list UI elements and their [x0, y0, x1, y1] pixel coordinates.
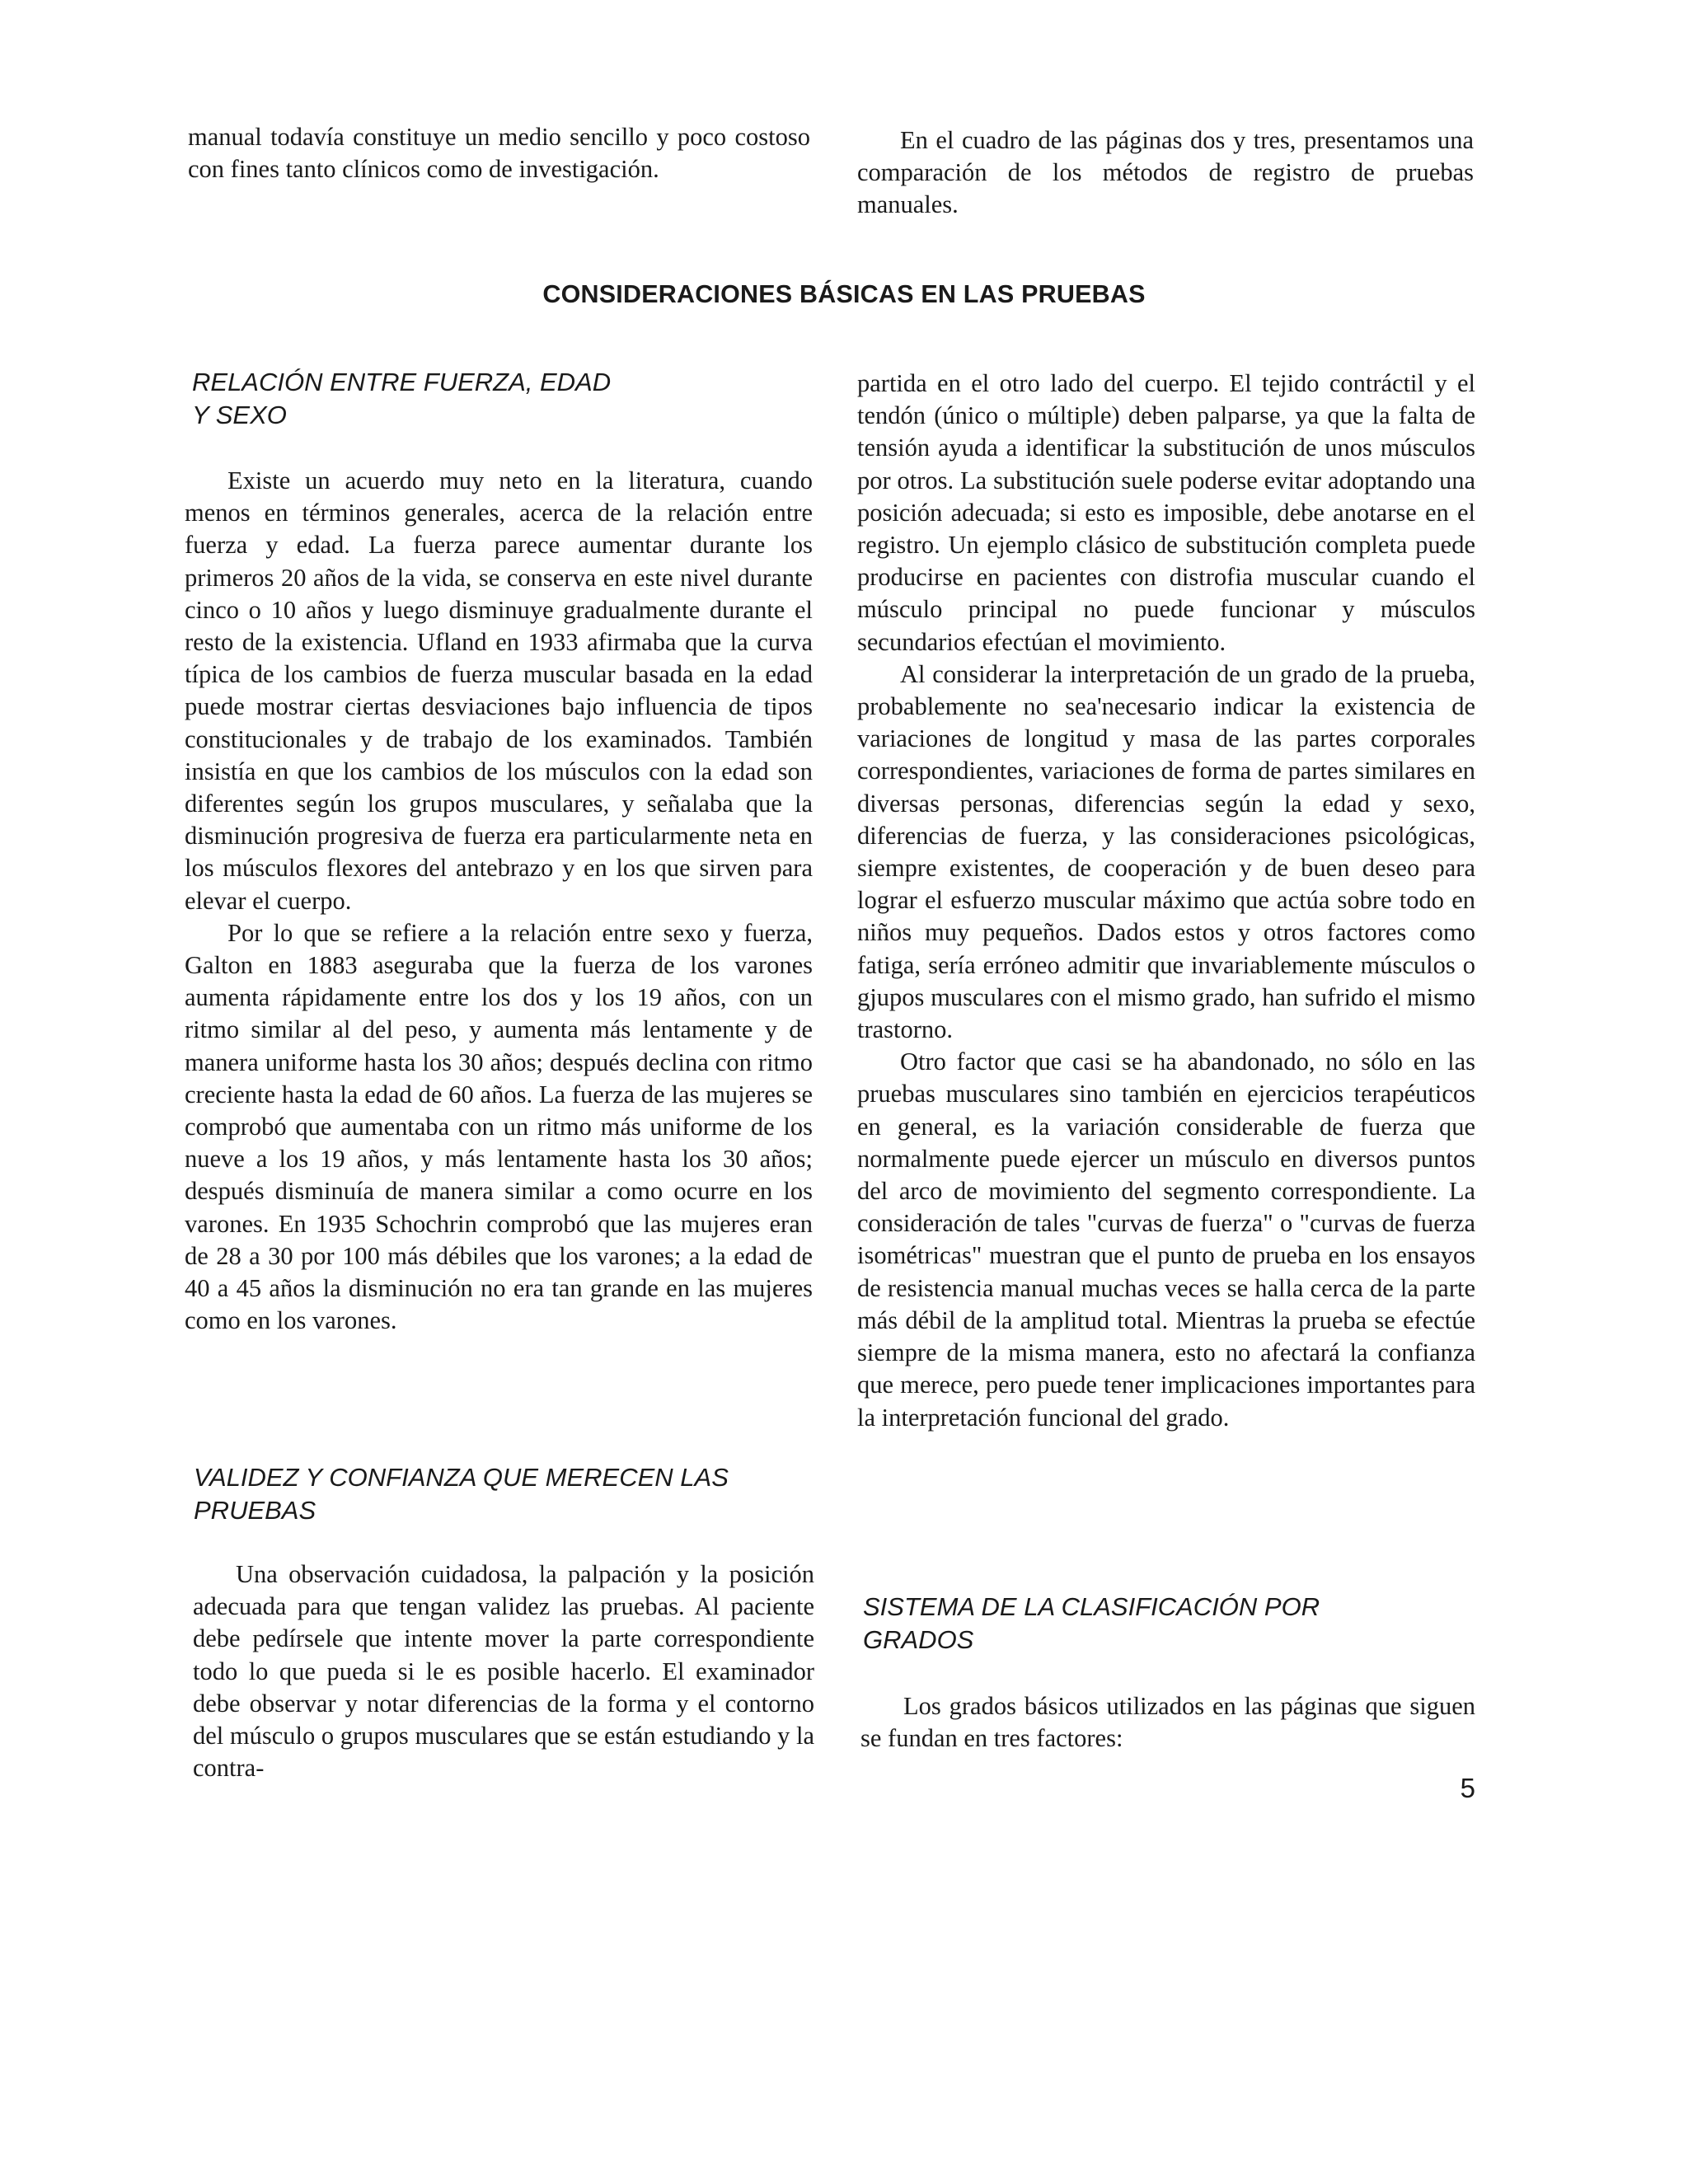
subheading-line: PRUEBAS — [194, 1496, 316, 1525]
right-column-body — [857, 368, 1475, 1434]
body-paragraph: Existe un acuerdo muy neto en la literatura, cuando menos en términos generales, acerca de la relación entre fuerza y edad. La fuerza parece aumentar durante los primeros 20 años de la vida, se conserva en este nivel durante cinco o 10 años y luego disminuye gradualmente durante el resto de la existencia. Ufland en 1933 afirmaba que la curva típica de los cambios de fuerza muscular basada en la edad puede mostrar ciertas desviaciones bajo influencia de tipos constitucionales y de trabajo de los examinados. También insistía en que los cambios de los músculos con la edad son diferentes según los grupos musculares, y señalaba que la disminución progresiva de fuerza era particularmente neta en los músculos flexores del antebrazo y en los que sirven para elevar el cuerpo. — [185, 466, 813, 915]
body-paragraph: Una observación cuidadosa, la palpación y la posición adecuada para que tengan validez las pruebas. Al paciente debe pedírsele que intente mover la parte correspondiente todo lo que pueda si le es posible hacerlo. El examinador debe observar y notar diferencias de la forma y el contorno del músculo o grupos musculares que se están estudiando y la contra- — [193, 1560, 814, 1783]
body-paragraph: Al considerar la interpretación de un grado de la prueba, probablemente no sea'necesario indicar la existencia de variaciones de longitud y masa de las partes corporales correspondientes, variaciones de forma de partes similares en diversas personas, diferencias según la edad y sexo, diferencias de fuerza, y las consideraciones psicológicas, siempre existentes, de cooperación y de buen deseo para lograr el esfuerzo muscular máximo que actúa sobre todo en niños muy pequeños. Dados estos y otros factores como fatiga, sería erróneo admitir que invariablemente músculos o gjupos musculares con el mismo grado, han sufrido el mismo trastorno. — [857, 659, 1475, 1044]
page-number: 5 — [1460, 1773, 1475, 1803]
section-title: CONSIDERACIONES BÁSICAS EN LAS PRUEBAS — [542, 280, 1146, 308]
subheading-line: RELACIÓN ENTRE FUERZA, EDAD — [192, 368, 612, 396]
subheading-validez — [194, 1461, 820, 1527]
subheading-line: SISTEMA DE LA CLASIFICACIÓN POR — [863, 1592, 1320, 1621]
validez-body — [193, 1558, 814, 1784]
subheading-line: Y SEXO — [192, 401, 287, 429]
body-paragraph: manual todavía constituye un medio sencillo y poco costoso con fines tanto clínicos como de investigación. — [188, 123, 810, 184]
body-paragraph: partida en el otro lado del cuerpo. El tejido contráctil y el tendón (único o múltiple) deben palparse, ya que la falta de tensión ayuda a identificar la substitución de unos músculos por otros. La substitución suele poderse evitar adoptando una posición adecuada; si esto es imposible, debe anotarse en el registro. Un ejemplo clásico de substitución completa puede producirse en pacientes con distrofia muscular cuando el músculo principal no puede funcionar y músculos secundarios efectúan el movimiento. — [857, 369, 1475, 656]
body-paragraph: Por lo que se refiere a la relación entre sexo y fuerza, Galton en 1883 aseguraba que la fuerza de los varones aumenta rápidamente entre los dos y los 19 años, con un ritmo similar al del peso, y aumenta más lentamente y de manera uniforme hasta los 30 años; después declina con ritmo creciente hasta la edad de 60 años. La fuerza de las mujeres se comprobó que aumentaba con un ritmo más uniforme de los nueve a los 19 años, y más lentamente hasta los 30 años; después disminuía de manera similar a como ocurre en los varones. En 1935 Schochrin comprobó que las mujeres eran de 28 a 30 por 100 más débiles que los varones; a la edad de 40 a 45 años la disminución no era tan grande en las mujeres como en los varones. — [185, 918, 813, 1335]
subheading-relacion — [192, 366, 703, 432]
subheading-sistema — [863, 1591, 1440, 1657]
top-right-fragment — [857, 124, 1474, 222]
body-paragraph: Los grados básicos utilizados en las páginas que siguen se fundan en tres factores: — [860, 1692, 1475, 1753]
body-paragraph: En el cuadro de las páginas dos y tres, presentamos una comparación de los métodos de registro de pruebas manuales. — [857, 126, 1474, 219]
subheading-line: GRADOS — [863, 1625, 974, 1654]
body-paragraph: Otro factor que casi se ha abandonado, no sólo en las pruebas musculares sino también en ejercicios terapéuticos en general, es la variación considerable de fuerza que normalmente puede ejercer un músculo en diversos puntos del arco de movimiento del segmento correspondiente. La consideración de tales "curvas de fuerza" o "curvas de fuerza isométricas" muestran que el punto de prueba en los ensayos de resistencia manual muchas veces se halla cerca de la parte más débil de la amplitud total. Mientras la prueba se efectúe siempre de la misma manera, esto no afectará la confianza que merece, pero puede tener implicaciones importantes para la interpretación funcional del grado. — [857, 1047, 1475, 1432]
sistema-body — [860, 1690, 1475, 1755]
top-left-fragment — [188, 121, 810, 185]
relacion-body — [185, 465, 813, 1337]
subheading-line: VALIDEZ Y CONFIANZA QUE MERECEN LAS — [194, 1463, 729, 1492]
